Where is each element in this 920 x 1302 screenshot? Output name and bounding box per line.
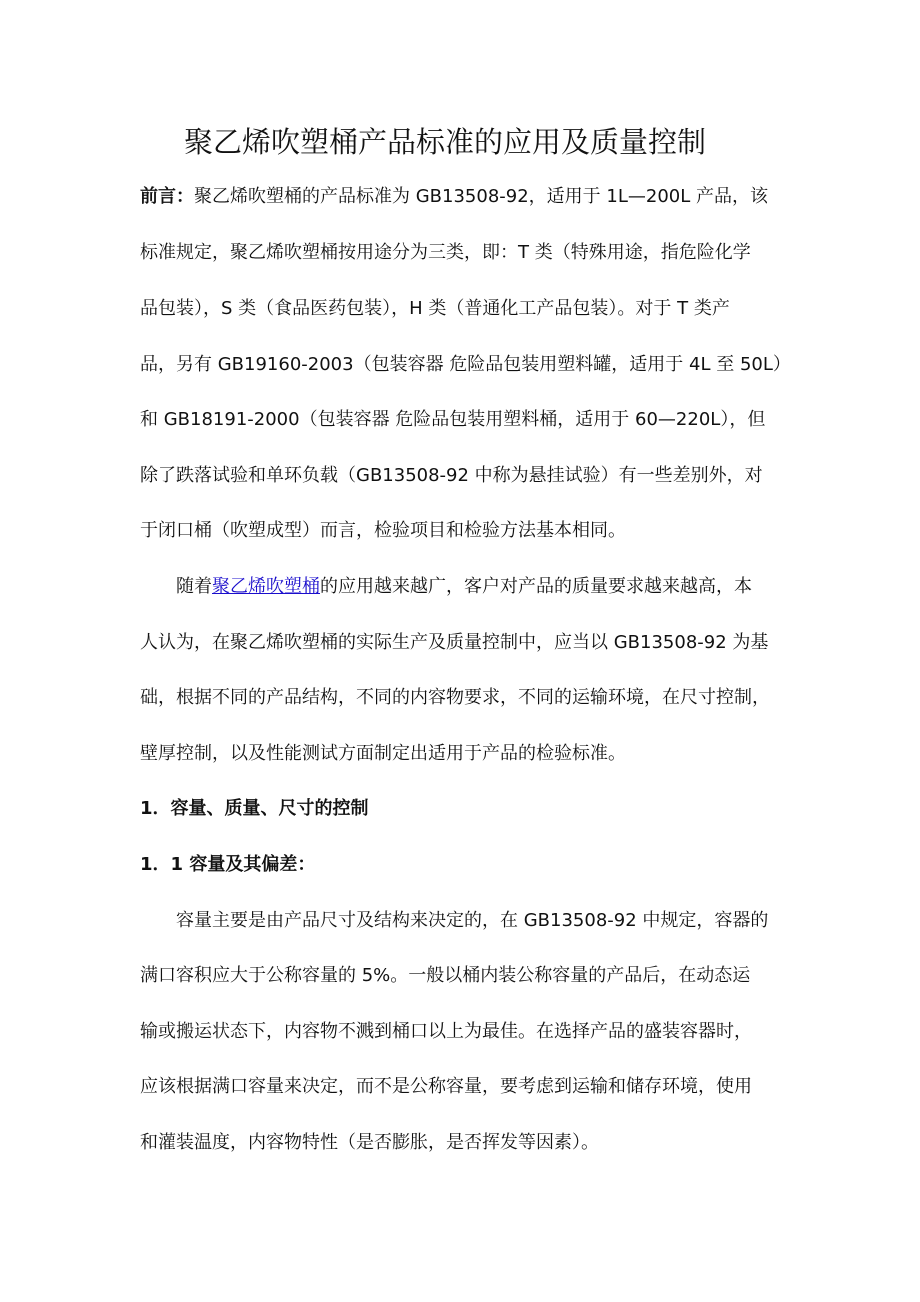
para3-line-2: 满口容积应大于公称容量的 5%。一般以桶内装公称容量的产品后，在动态运 <box>140 965 751 986</box>
polyethylene-drum-link[interactable]: 聚乙烯吹塑桶 <box>212 576 320 597</box>
document-title: 聚乙烯吹塑桶产品标准的应用及质量控制 <box>183 125 706 159</box>
para3-line-1: 容量主要是由产品尺寸及结构来决定的，在 GB13508-92 中规定，容器的 <box>176 910 769 931</box>
para2-line-3: 础，根据不同的产品结构，不同的内容物要求，不同的运输环境，在尺寸控制， <box>140 687 770 708</box>
para3-line-4: 应该根据满口容量来决定，而不是公称容量，要考虑到运输和储存环境，使用 <box>140 1076 752 1097</box>
para2-line-1-rest: 的应用越来越广，客户对产品的质量要求越来越高，本 <box>320 576 752 597</box>
para3-line-3: 输或搬运状态下，内容物不溅到桶口以上为最佳。在选择产品的盛装容器时， <box>140 1021 752 1042</box>
para2-line-2: 人认为，在聚乙烯吹塑桶的实际生产及质量控制中，应当以 GB13508-92 为基 <box>140 632 769 653</box>
para2-line-1 <box>176 573 836 601</box>
section-heading-1: 1．容量、质量、尺寸的控制 <box>140 798 369 819</box>
intro-line-5: 和 GB18191-2000（包装容器 危险品包装用塑料桶，适用于 60—220L），但 <box>140 409 766 430</box>
intro-line-4: 品，另有 GB19160-2003（包装容器 危险品包装用塑料罐，适用于 4L 至 50L） <box>140 354 791 375</box>
para3-line-5: 和灌装温度，内容物特性（是否膨胀，是否挥发等因素）。 <box>140 1132 599 1153</box>
intro-line-3: 品包装），S 类（食品医药包装），H 类（普通化工产品包装）。对于 T 类产 <box>140 298 730 319</box>
section-heading-1-1: 1．1 容量及其偏差： <box>140 854 316 875</box>
intro-line-1 <box>140 183 800 211</box>
para2-prefix: 随着 <box>176 576 212 597</box>
para2-line-4: 壁厚控制，以及性能测试方面制定出适用于产品的检验标准。 <box>140 743 626 764</box>
intro-line-2: 标准规定，聚乙烯吹塑桶按用途分为三类，即：T 类（特殊用途，指危险化学 <box>140 242 751 263</box>
intro-label: 前言： <box>140 186 194 207</box>
intro-line-7: 于闭口桶（吹塑成型）而言，检验项目和检验方法基本相同。 <box>140 520 626 541</box>
intro-line-6: 除了跌落试验和单环负载（GB13508-92 中称为悬挂试验）有一些差别外，对 <box>140 465 763 486</box>
intro-text-1: 聚乙烯吹塑桶的产品标准为 GB13508-92，适用于 1L—200L 产品，该 <box>194 186 768 207</box>
